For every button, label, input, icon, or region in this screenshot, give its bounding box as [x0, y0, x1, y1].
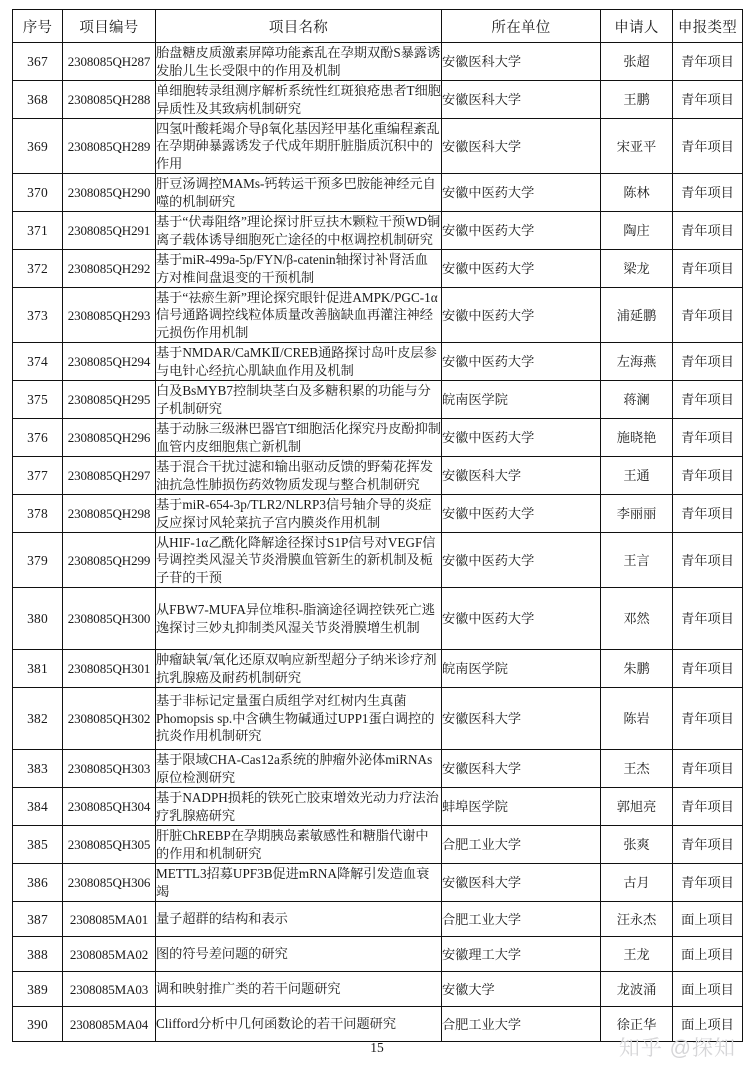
- cell-application-type: 青年项目: [673, 419, 743, 457]
- cell-unit: 安徽医科大学: [442, 688, 601, 750]
- cell-project-code: 2308085MA03: [63, 972, 156, 1007]
- grant-projects-table: [12, 9, 743, 1042]
- cell-project-name: 从HIF-1α乙酰化降解途径探讨S1P信号对VEGF信号调控类风湿关节炎滑膜血管新生的新机制及栀子苷的干预: [156, 533, 442, 588]
- cell-unit: 安徽理工大学: [442, 937, 601, 972]
- cell-unit: 安徽医科大学: [442, 457, 601, 495]
- cell-project-name: 基于限域CHA-Cas12a系统的肿瘤外泌体miRNAs原位检测研究: [156, 750, 442, 788]
- cell-project-name: Clifford分析中几何函数论的若干问题研究: [156, 1007, 442, 1042]
- cell-project-code: 2308085MA04: [63, 1007, 156, 1042]
- cell-project-name: 基于动脉三级淋巴器官T细胞活化探究丹皮酚抑制血管内皮细胞焦亡新机制: [156, 419, 442, 457]
- table-row: [13, 972, 743, 1007]
- cell-sequence: 387: [13, 902, 63, 937]
- cell-project-name: 单细胞转录组测序解析系统性红斑狼疮患者T细胞异质性及其致病机制研究: [156, 81, 442, 119]
- cell-application-type: 青年项目: [673, 288, 743, 343]
- cell-unit: 合肥工业大学: [442, 902, 601, 937]
- cell-application-type: 青年项目: [673, 212, 743, 250]
- cell-application-type: 青年项目: [673, 250, 743, 288]
- cell-project-code: 2308085QH290: [63, 174, 156, 212]
- cell-application-type: 青年项目: [673, 81, 743, 119]
- cell-project-name: 调和映射推广类的若干问题研究: [156, 972, 442, 1007]
- cell-sequence: 382: [13, 688, 63, 750]
- cell-applicant: 陈林: [601, 174, 673, 212]
- cell-project-code: 2308085QH304: [63, 788, 156, 826]
- cell-project-code: 2308085QH294: [63, 343, 156, 381]
- page-number: 15: [370, 1040, 384, 1055]
- cell-project-name: 基于miR-654-3p/TLR2/NLRP3信号轴介导的炎症反应探讨风轮菜抗子宫内膜炎作用机制: [156, 495, 442, 533]
- cell-sequence: 374: [13, 343, 63, 381]
- cell-applicant: 古月: [601, 864, 673, 902]
- cell-applicant: 王龙: [601, 937, 673, 972]
- cell-project-name: 从FBW7-MUFA异位堆积-脂滴途径调控铁死亡逃逸探讨三妙丸抑制类风湿关节炎滑膜增生机制: [156, 588, 442, 650]
- cell-project-name: 肿瘤缺氧/氧化还原双响应新型超分子纳米诊疗剂抗乳腺癌及耐药机制研究: [156, 650, 442, 688]
- cell-project-code: 2308085QH299: [63, 533, 156, 588]
- cell-unit: 安徽医科大学: [442, 81, 601, 119]
- cell-unit: 安徽医科大学: [442, 864, 601, 902]
- cell-project-code: 2308085MA01: [63, 902, 156, 937]
- cell-application-type: 青年项目: [673, 43, 743, 81]
- cell-applicant: 朱鹏: [601, 650, 673, 688]
- cell-application-type: 面上项目: [673, 902, 743, 937]
- cell-application-type: 青年项目: [673, 343, 743, 381]
- cell-project-code: 2308085MA02: [63, 937, 156, 972]
- cell-sequence: 370: [13, 174, 63, 212]
- cell-unit: 安徽中医药大学: [442, 533, 601, 588]
- cell-sequence: 380: [13, 588, 63, 650]
- table-row: [13, 119, 743, 174]
- cell-project-name: 白及BsMYB7控制块茎白及多糖积累的功能与分子机制研究: [156, 381, 442, 419]
- cell-applicant: 李丽丽: [601, 495, 673, 533]
- cell-applicant: 王言: [601, 533, 673, 588]
- cell-project-code: 2308085QH298: [63, 495, 156, 533]
- cell-application-type: 面上项目: [673, 972, 743, 1007]
- cell-unit: 安徽中医药大学: [442, 288, 601, 343]
- cell-sequence: 373: [13, 288, 63, 343]
- cell-sequence: 368: [13, 81, 63, 119]
- table-row: [13, 495, 743, 533]
- cell-applicant: 浦延鹏: [601, 288, 673, 343]
- cell-project-code: 2308085QH305: [63, 826, 156, 864]
- cell-project-name: 基于“祛瘀生新”理论探究眼针促进AMPK/PGC-1α信号通路调控线粒体质量改善脑缺血再灌注神经元损伤作用机制: [156, 288, 442, 343]
- cell-application-type: 青年项目: [673, 174, 743, 212]
- cell-application-type: 青年项目: [673, 826, 743, 864]
- table-row: [13, 81, 743, 119]
- cell-application-type: 面上项目: [673, 1007, 743, 1042]
- cell-unit: 安徽中医药大学: [442, 588, 601, 650]
- cell-applicant: 梁龙: [601, 250, 673, 288]
- cell-sequence: 367: [13, 43, 63, 81]
- cell-application-type: 青年项目: [673, 650, 743, 688]
- table-row: [13, 588, 743, 650]
- table-row: [13, 650, 743, 688]
- cell-unit: 安徽医科大学: [442, 750, 601, 788]
- cell-application-type: 青年项目: [673, 588, 743, 650]
- cell-project-code: 2308085QH292: [63, 250, 156, 288]
- table-row: [13, 688, 743, 750]
- cell-sequence: 385: [13, 826, 63, 864]
- grant-table-container: [12, 9, 742, 1042]
- cell-project-code: 2308085QH303: [63, 750, 156, 788]
- cell-project-code: 2308085QH297: [63, 457, 156, 495]
- cell-project-code: 2308085QH289: [63, 119, 156, 174]
- table-row: [13, 788, 743, 826]
- cell-applicant: 龙波涌: [601, 972, 673, 1007]
- cell-application-type: 青年项目: [673, 495, 743, 533]
- cell-application-type: 青年项目: [673, 864, 743, 902]
- cell-unit: 安徽医科大学: [442, 119, 601, 174]
- table-row: [13, 864, 743, 902]
- column-header-type: 申报类型: [673, 10, 743, 43]
- cell-unit: 合肥工业大学: [442, 1007, 601, 1042]
- cell-project-name: 肝脏ChREBP在孕期胰岛素敏感性和糖脂代谢中的作用和机制研究: [156, 826, 442, 864]
- table-row: [13, 419, 743, 457]
- cell-project-code: 2308085QH288: [63, 81, 156, 119]
- cell-applicant: 王杰: [601, 750, 673, 788]
- table-body: [13, 43, 743, 1042]
- cell-sequence: 390: [13, 1007, 63, 1042]
- cell-project-name: 基于NMDAR/CaMKⅡ/CREB通路探讨岛叶皮层参与电针心经抗心肌缺血作用及机制: [156, 343, 442, 381]
- table-row: [13, 288, 743, 343]
- table-header-row: [13, 10, 743, 43]
- cell-application-type: 青年项目: [673, 119, 743, 174]
- table-row: [13, 381, 743, 419]
- cell-applicant: 张爽: [601, 826, 673, 864]
- cell-application-type: 青年项目: [673, 788, 743, 826]
- cell-unit: 安徽中医药大学: [442, 343, 601, 381]
- cell-unit: 蚌埠医学院: [442, 788, 601, 826]
- cell-project-code: 2308085QH300: [63, 588, 156, 650]
- cell-project-name: METTL3招募UPF3B促进mRNA降解引发造血衰竭: [156, 864, 442, 902]
- cell-project-code: 2308085QH296: [63, 419, 156, 457]
- table-row: [13, 174, 743, 212]
- cell-application-type: 青年项目: [673, 533, 743, 588]
- cell-sequence: 378: [13, 495, 63, 533]
- cell-project-code: 2308085QH295: [63, 381, 156, 419]
- cell-sequence: 369: [13, 119, 63, 174]
- cell-applicant: 施晓艳: [601, 419, 673, 457]
- cell-unit: 安徽大学: [442, 972, 601, 1007]
- table-row: [13, 43, 743, 81]
- table-row: [13, 937, 743, 972]
- table-row: [13, 343, 743, 381]
- cell-applicant: 王通: [601, 457, 673, 495]
- cell-application-type: 青年项目: [673, 688, 743, 750]
- column-header-applicant: 申请人: [601, 10, 673, 43]
- cell-sequence: 388: [13, 937, 63, 972]
- cell-unit: 安徽中医药大学: [442, 174, 601, 212]
- table-row: [13, 457, 743, 495]
- cell-unit: 安徽中医药大学: [442, 212, 601, 250]
- cell-application-type: 青年项目: [673, 750, 743, 788]
- cell-unit: 安徽中医药大学: [442, 495, 601, 533]
- cell-project-name: 基于非标记定量蛋白质组学对红树内生真菌Phomopsis sp.中含碘生物碱通过UPP1蛋白调控的抗炎作用机制研究: [156, 688, 442, 750]
- cell-project-code: 2308085QH293: [63, 288, 156, 343]
- cell-application-type: 青年项目: [673, 381, 743, 419]
- cell-project-name: 基于NADPH损耗的铁死亡胶束增效光动力疗法治疗乳腺癌研究: [156, 788, 442, 826]
- cell-unit: 皖南医学院: [442, 650, 601, 688]
- table-row: [13, 902, 743, 937]
- table-row: [13, 750, 743, 788]
- table-row: [13, 212, 743, 250]
- cell-applicant: 邓然: [601, 588, 673, 650]
- cell-project-name: 量子超群的结构和表示: [156, 902, 442, 937]
- cell-unit: 皖南医学院: [442, 381, 601, 419]
- table-row: [13, 250, 743, 288]
- cell-project-code: 2308085QH306: [63, 864, 156, 902]
- table-row: [13, 533, 743, 588]
- cell-project-name: 基于混合干扰过滤和输出驱动反馈的野菊花挥发油抗急性肺损伤药效物质发现与整合机制研究: [156, 457, 442, 495]
- cell-unit: 合肥工业大学: [442, 826, 601, 864]
- cell-project-code: 2308085QH302: [63, 688, 156, 750]
- cell-sequence: 375: [13, 381, 63, 419]
- column-header-code: 项目编号: [63, 10, 156, 43]
- cell-application-type: 青年项目: [673, 457, 743, 495]
- table-row: [13, 826, 743, 864]
- cell-project-name: 基于“伏毒阻络”理论探讨肝豆扶木颗粒干预WD铜离子载体诱导细胞死亡途径的中枢调控机制研究: [156, 212, 442, 250]
- cell-applicant: 汪永杰: [601, 902, 673, 937]
- cell-project-name: 基于miR-499a-5p/FYN/β-catenin轴探讨补肾活血方对椎间盘退变的干预机制: [156, 250, 442, 288]
- cell-project-code: 2308085QH291: [63, 212, 156, 250]
- cell-applicant: 陶庄: [601, 212, 673, 250]
- cell-applicant: 王鹏: [601, 81, 673, 119]
- column-header-name: 项目名称: [156, 10, 442, 43]
- cell-sequence: 377: [13, 457, 63, 495]
- cell-project-name: 肝豆汤调控MAMs-钙转运干预多巴胺能神经元自噬的机制研究: [156, 174, 442, 212]
- cell-application-type: 面上项目: [673, 937, 743, 972]
- table-header: [13, 10, 743, 43]
- cell-project-code: 2308085QH287: [63, 43, 156, 81]
- cell-sequence: 379: [13, 533, 63, 588]
- cell-applicant: 郭旭亮: [601, 788, 673, 826]
- cell-applicant: 徐正华: [601, 1007, 673, 1042]
- cell-sequence: 381: [13, 650, 63, 688]
- cell-sequence: 384: [13, 788, 63, 826]
- cell-sequence: 386: [13, 864, 63, 902]
- cell-applicant: 蒋澜: [601, 381, 673, 419]
- cell-sequence: 376: [13, 419, 63, 457]
- cell-project-code: 2308085QH301: [63, 650, 156, 688]
- cell-project-name: 四氢叶酸耗竭介导β氧化基因羟甲基化重编程紊乱在孕期砷暴露诱发子代成年期肝脏脂质沉积中的作用: [156, 119, 442, 174]
- cell-sequence: 389: [13, 972, 63, 1007]
- cell-unit: 安徽中医药大学: [442, 419, 601, 457]
- cell-unit: 安徽中医药大学: [442, 250, 601, 288]
- cell-project-name: 胎盘糖皮质激素屏障功能紊乱在孕期双酚S暴露诱发胎儿生长受限中的作用及机制: [156, 43, 442, 81]
- cell-sequence: 371: [13, 212, 63, 250]
- cell-applicant: 左海燕: [601, 343, 673, 381]
- cell-applicant: 宋亚平: [601, 119, 673, 174]
- cell-sequence: 372: [13, 250, 63, 288]
- cell-applicant: 张超: [601, 43, 673, 81]
- column-header-unit: 所在单位: [442, 10, 601, 43]
- cell-project-name: 图的符号差问题的研究: [156, 937, 442, 972]
- column-header-seq: 序号: [13, 10, 63, 43]
- cell-applicant: 陈岩: [601, 688, 673, 750]
- cell-sequence: 383: [13, 750, 63, 788]
- cell-unit: 安徽医科大学: [442, 43, 601, 81]
- watermark: 知乎 @探知: [618, 1037, 736, 1060]
